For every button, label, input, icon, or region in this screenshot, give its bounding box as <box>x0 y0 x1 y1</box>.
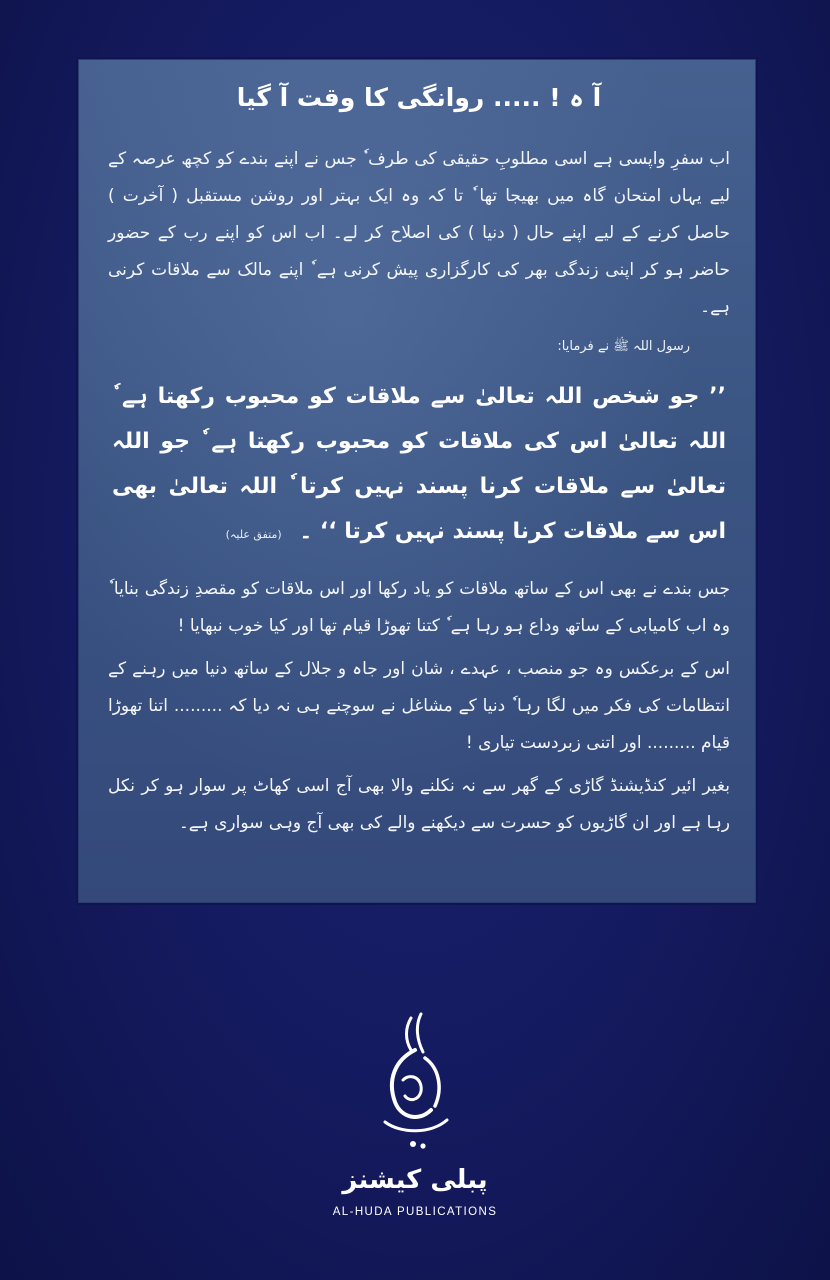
page-title: آ ہ ! ..... روانگی کا وقت آ گیا <box>236 83 602 112</box>
publisher-logo-icon <box>355 1010 475 1170</box>
hadith-intro: رسول اللہ ﷺ نے فرمایا: <box>557 339 690 354</box>
back-cover-text-panel <box>76 57 758 905</box>
text-content <box>108 81 730 848</box>
hadith-text: ’’ جو شخص اللہ تعالیٰ سے ملاقات کو محبوب رکھتا ہے ٗ اللہ تعالیٰ اس کی ملاقات کو محبوب رکھتا ہے ٗ جو اللہ تعالیٰ سے ملاقات کرنا پسند نہیں کرتا ٗ اللہ تعالیٰ بھی اس سے ملاقات کرنا پسند نہیں کرتا ‘‘ ۔ <box>112 384 726 544</box>
hadith-quote <box>112 374 726 557</box>
paragraph-1: اب سفرِ واپسی ہے اسی مطلوبِ حقیقی کی طرف ٗ جس نے اپنے بندے کو کچھ عرصہ کے لیے یہاں امتحان گاہ میں بھیجا تھا ٗ تا کہ وہ ایک بہتر اور روشن مستقبل ( آخرت ) حاصل کرنے کے لیے اپنے حال ( دنیا ) کی اصلاح کر لے۔ اب اس کو اپنے رب کے حضور حاضر ہو کر اپنی زندگی بھر کی کارگزاری پیش کرنی ہے ٗ اپنے مالک سے ملاقات کرنی ہے۔ <box>108 149 730 317</box>
publisher-name-urdu: پبلی کیشنز <box>342 1165 488 1195</box>
publisher-name-english: AL-HUDA PUBLICATIONS <box>332 1206 498 1218</box>
paragraph-4: بغیر ائیر کنڈیشنڈ گاڑی کے گھر سے نہ نکلنے والا بھی آج اسی کھاٹ پر سوار ہو کر نکل رہا ہے اور ان گاڑیوں کو حسرت سے دیکھنے والے کی بھی آج وہی سواری ہے۔ <box>108 776 730 833</box>
hadith-reference: (متفق علیہ) <box>225 528 282 541</box>
paragraph-3: اس کے برعکس وہ جو منصب ، عہدے ، شان اور جاہ و جلال کے ساتھ دنیا میں رہنے کے انتظامات کی فکر میں لگا رہا ٗ دنیا کے مشاغل نے سوچنے ہی نہ دیا کہ ......... اتنا تھوڑا قیام ......... اور اتنی زبردست تیاری ! <box>108 659 730 753</box>
paragraph-2: جس بندے نے بھی اس کے ساتھ ملاقات کو یاد رکھا اور اس ملاقات کو مقصدِ زندگی بنایا ٗ وہ اب کامیابی کے ساتھ وداع ہو رہا ہے ٗ کتنا تھوڑا قیام تھا اور کیا خوب نبھایا ! <box>108 579 730 636</box>
